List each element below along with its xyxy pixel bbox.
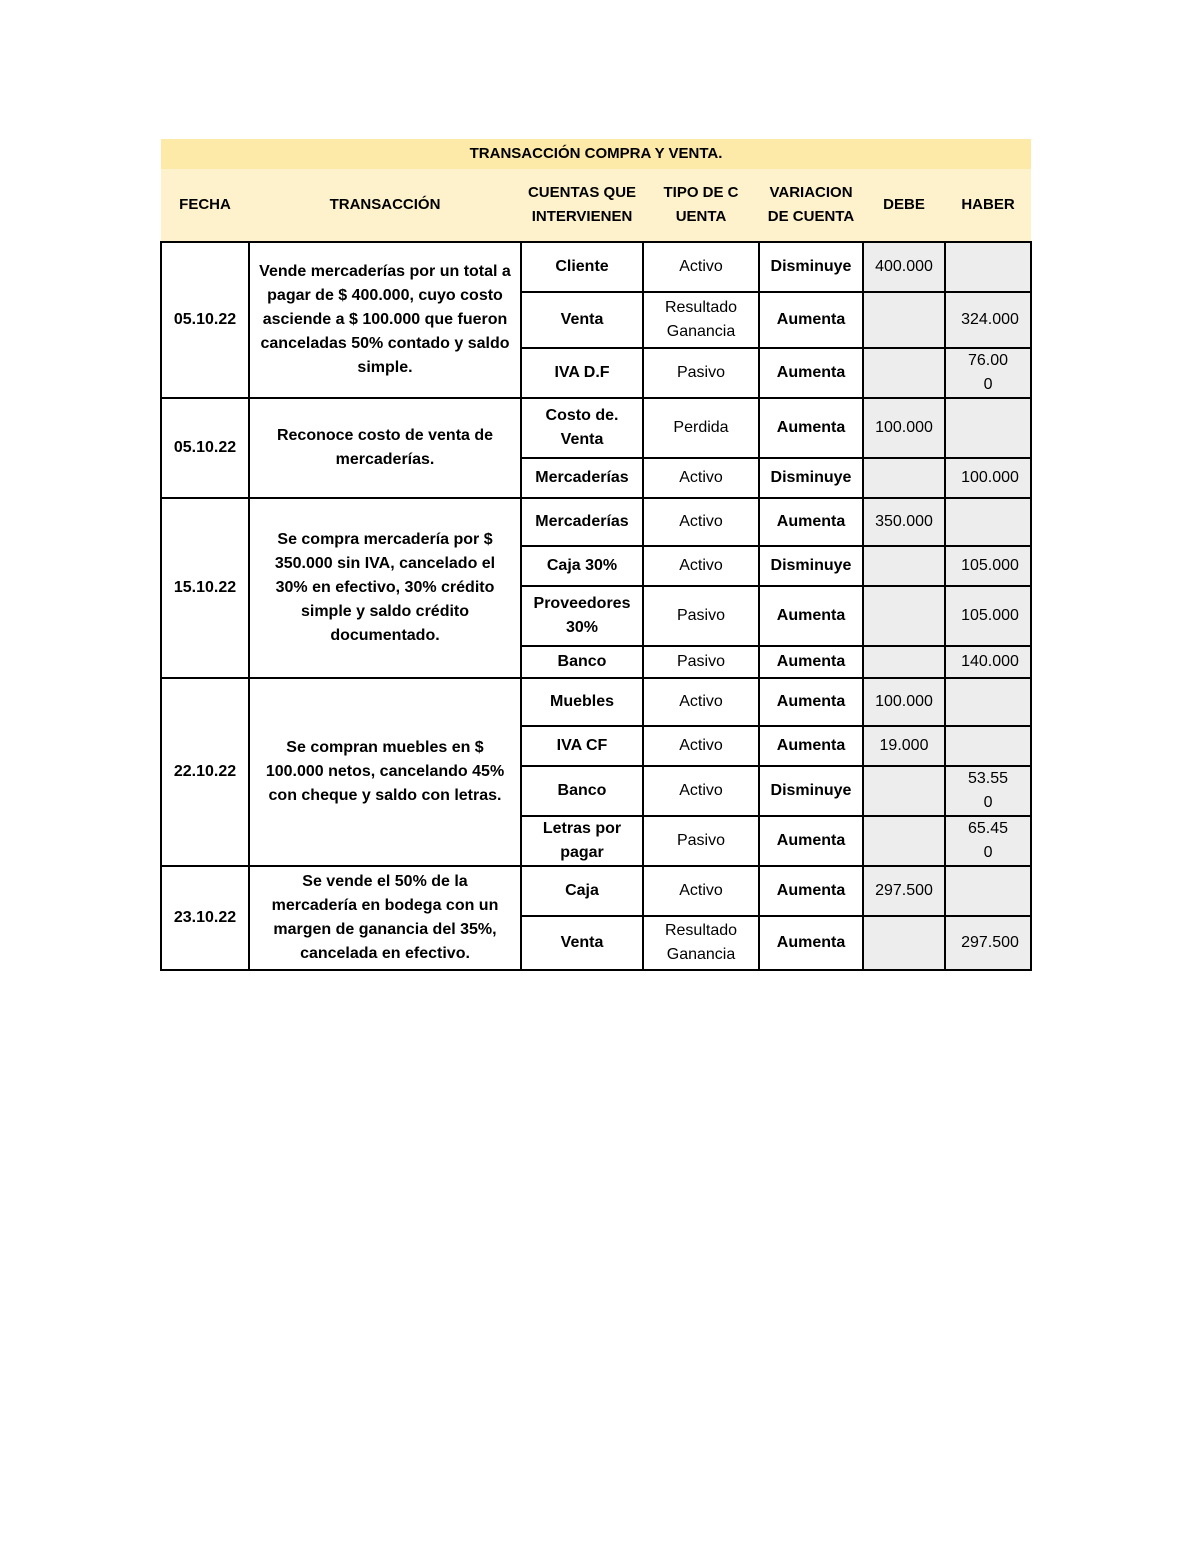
- cell-cuenta: [521, 546, 643, 586]
- cell-transaccion: Se vende el 50% de la mercadería en bodega con un margen de ganancia del 35%, cancelada en efectivo.: [249, 866, 521, 970]
- header-haber: HABER: [945, 169, 1031, 242]
- cell-cuenta-value: IVA D.F: [554, 364, 610, 381]
- cell-cuenta-value: Letras por pagar: [542, 820, 622, 861]
- cell-debe: [863, 678, 945, 726]
- cell-tipo-value: Activo: [679, 882, 723, 899]
- cell-variacion: Aumenta: [759, 726, 863, 766]
- cell-haber: [945, 458, 1031, 498]
- cell-haber-value: 65.450: [967, 820, 1009, 861]
- cell-tipo-value: Activo: [679, 469, 723, 486]
- cell-debe: [863, 292, 945, 348]
- cell-cuenta-value: Caja 30%: [546, 557, 618, 574]
- cell-cuenta-value: Costo de. Venta: [545, 407, 619, 448]
- cell-variacion: Aumenta: [759, 816, 863, 866]
- cell-fecha: 05.10.22: [161, 242, 249, 398]
- cell-tipo: [643, 458, 759, 498]
- cell-haber: [945, 726, 1031, 766]
- cell-tipo-value: Resultado Ganancia: [664, 299, 738, 340]
- cell-debe-value: 400.000: [875, 258, 933, 275]
- cell-cuenta-value: Cliente: [555, 258, 609, 275]
- table-row: [161, 678, 1031, 726]
- cell-cuenta-value: Venta: [560, 311, 604, 328]
- cell-debe-value: 297.500: [875, 882, 933, 899]
- cell-cuenta: [521, 816, 643, 866]
- cell-debe: [863, 726, 945, 766]
- cell-cuenta-value: Banco: [557, 653, 607, 670]
- cell-tipo: [643, 866, 759, 916]
- cell-cuenta-value: Mercaderías: [535, 513, 629, 530]
- cell-tipo: [643, 242, 759, 292]
- cell-debe: [863, 816, 945, 866]
- cell-variacion: Aumenta: [759, 398, 863, 458]
- cell-tipo-value: Activo: [679, 737, 723, 754]
- table-row: [161, 498, 1031, 546]
- cell-tipo: [643, 916, 759, 970]
- cell-cuenta-value: Caja: [565, 882, 599, 899]
- cell-tipo: [643, 292, 759, 348]
- cell-tipo: [643, 766, 759, 816]
- cell-haber-value: 140.000: [961, 653, 1019, 670]
- table-row: [161, 398, 1031, 458]
- table-title: TRANSACCIÓN COMPRA Y VENTA.: [161, 139, 1031, 169]
- cell-cuenta: [521, 726, 643, 766]
- cell-haber: [945, 646, 1031, 678]
- cell-transaccion: Se compran muebles en $ 100.000 netos, cancelando 45% con cheque y saldo con letras.: [249, 678, 521, 866]
- cell-tipo-value: Activo: [679, 258, 723, 275]
- journal-table: [160, 139, 1032, 971]
- header-debe: DEBE: [863, 169, 945, 242]
- cell-tipo: [643, 726, 759, 766]
- cell-haber: [945, 546, 1031, 586]
- cell-transaccion: Vende mercaderías por un total a pagar de $ 400.000, cuyo costo asciende a $ 100.000 que fueron canceladas 50% contado y saldo simple.: [249, 242, 521, 398]
- cell-haber-value: 53.550: [967, 770, 1009, 811]
- cell-variacion: Aumenta: [759, 292, 863, 348]
- cell-cuenta: [521, 498, 643, 546]
- cell-haber: [945, 292, 1031, 348]
- cell-tipo-value: Perdida: [673, 419, 729, 436]
- cell-tipo-value: Activo: [679, 693, 723, 710]
- cell-debe: [863, 498, 945, 546]
- cell-tipo: [643, 816, 759, 866]
- header-transaccion: TRANSACCIÓN: [249, 169, 521, 242]
- cell-debe: [863, 646, 945, 678]
- cell-cuenta: [521, 242, 643, 292]
- cell-debe-value: 100.000: [875, 419, 933, 436]
- cell-debe-value: 350.000: [875, 513, 933, 530]
- cell-debe: [863, 348, 945, 398]
- cell-transaccion: Se compra mercadería por $ 350.000 sin IVA, cancelado el 30% en efectivo, 30% crédito simple y saldo crédito documentado.: [249, 498, 521, 678]
- cell-debe: [863, 458, 945, 498]
- header-cuentas: CUENTAS QUE INTERVIENEN: [521, 169, 643, 242]
- cell-fecha: 15.10.22: [161, 498, 249, 678]
- cell-tipo: [643, 398, 759, 458]
- cell-haber-value: 100.000: [961, 469, 1019, 486]
- cell-tipo-value: Pasivo: [676, 607, 726, 624]
- cell-tipo-value: Pasivo: [676, 832, 726, 849]
- cell-tipo: [643, 546, 759, 586]
- cell-haber: [945, 242, 1031, 292]
- table-row: [161, 242, 1031, 292]
- cell-cuenta-value: IVA CF: [556, 737, 608, 754]
- cell-tipo: [643, 498, 759, 546]
- cell-variacion: Disminuye: [759, 766, 863, 816]
- cell-variacion: Disminuye: [759, 242, 863, 292]
- cell-haber: [945, 398, 1031, 458]
- cell-fecha: 05.10.22: [161, 398, 249, 498]
- cell-tipo: [643, 586, 759, 646]
- cell-debe-value: 100.000: [875, 693, 933, 710]
- cell-fecha: 23.10.22: [161, 866, 249, 970]
- header-variacion: VARIACION DE CUENTA: [759, 169, 863, 242]
- cell-cuenta: [521, 586, 643, 646]
- cell-tipo-value: Pasivo: [676, 364, 726, 381]
- header-tipo: TIPO DE CUENTA: [643, 169, 759, 242]
- cell-cuenta: [521, 916, 643, 970]
- cell-tipo-value: Resultado Ganancia: [664, 922, 738, 963]
- cell-variacion: Disminuye: [759, 546, 863, 586]
- cell-debe: [863, 242, 945, 292]
- cell-cuenta: [521, 458, 643, 498]
- cell-cuenta-value: Proveedores 30%: [533, 595, 631, 636]
- cell-debe: [863, 586, 945, 646]
- cell-cuenta-value: Banco: [557, 782, 607, 799]
- cell-tipo-value: Activo: [679, 513, 723, 530]
- table-row: [161, 866, 1031, 916]
- cell-variacion: Disminuye: [759, 458, 863, 498]
- cell-variacion: Aumenta: [759, 916, 863, 970]
- cell-tipo-value: Activo: [679, 782, 723, 799]
- cell-debe-value: 19.000: [879, 737, 929, 754]
- journal-body: [161, 242, 1031, 970]
- cell-tipo: [643, 678, 759, 726]
- cell-cuenta-value: Venta: [560, 934, 604, 951]
- cell-debe: [863, 866, 945, 916]
- cell-variacion: Aumenta: [759, 678, 863, 726]
- cell-cuenta: [521, 398, 643, 458]
- cell-cuenta: [521, 678, 643, 726]
- cell-cuenta: [521, 766, 643, 816]
- cell-haber: [945, 866, 1031, 916]
- cell-haber: [945, 916, 1031, 970]
- cell-tipo: [643, 646, 759, 678]
- cell-transaccion: Reconoce costo de venta de mercaderías.: [249, 398, 521, 498]
- cell-variacion: Aumenta: [759, 646, 863, 678]
- cell-fecha: 22.10.22: [161, 678, 249, 866]
- cell-debe: [863, 398, 945, 458]
- cell-variacion: Aumenta: [759, 498, 863, 546]
- cell-debe: [863, 546, 945, 586]
- cell-debe: [863, 916, 945, 970]
- cell-haber-value: 105.000: [961, 607, 1019, 624]
- cell-variacion: Aumenta: [759, 586, 863, 646]
- cell-haber: [945, 816, 1031, 866]
- cell-cuenta: [521, 292, 643, 348]
- cell-haber-value: 105.000: [961, 557, 1019, 574]
- cell-haber: [945, 348, 1031, 398]
- cell-tipo: [643, 348, 759, 398]
- cell-cuenta: [521, 348, 643, 398]
- cell-debe: [863, 766, 945, 816]
- cell-haber: [945, 678, 1031, 726]
- cell-tipo-value: Activo: [679, 557, 723, 574]
- cell-haber-value: 297.500: [961, 934, 1019, 951]
- cell-haber: [945, 766, 1031, 816]
- cell-variacion: Aumenta: [759, 348, 863, 398]
- cell-haber: [945, 586, 1031, 646]
- cell-haber-value: 76.000: [967, 352, 1009, 393]
- cell-variacion: Aumenta: [759, 866, 863, 916]
- cell-cuenta: [521, 646, 643, 678]
- cell-haber-value: 324.000: [961, 311, 1019, 328]
- cell-cuenta-value: Muebles: [549, 693, 614, 710]
- header-fecha: FECHA: [161, 169, 249, 242]
- cell-tipo-value: Pasivo: [676, 653, 726, 670]
- cell-cuenta: [521, 866, 643, 916]
- cell-haber: [945, 498, 1031, 546]
- cell-cuenta-value: Mercaderías: [535, 469, 629, 486]
